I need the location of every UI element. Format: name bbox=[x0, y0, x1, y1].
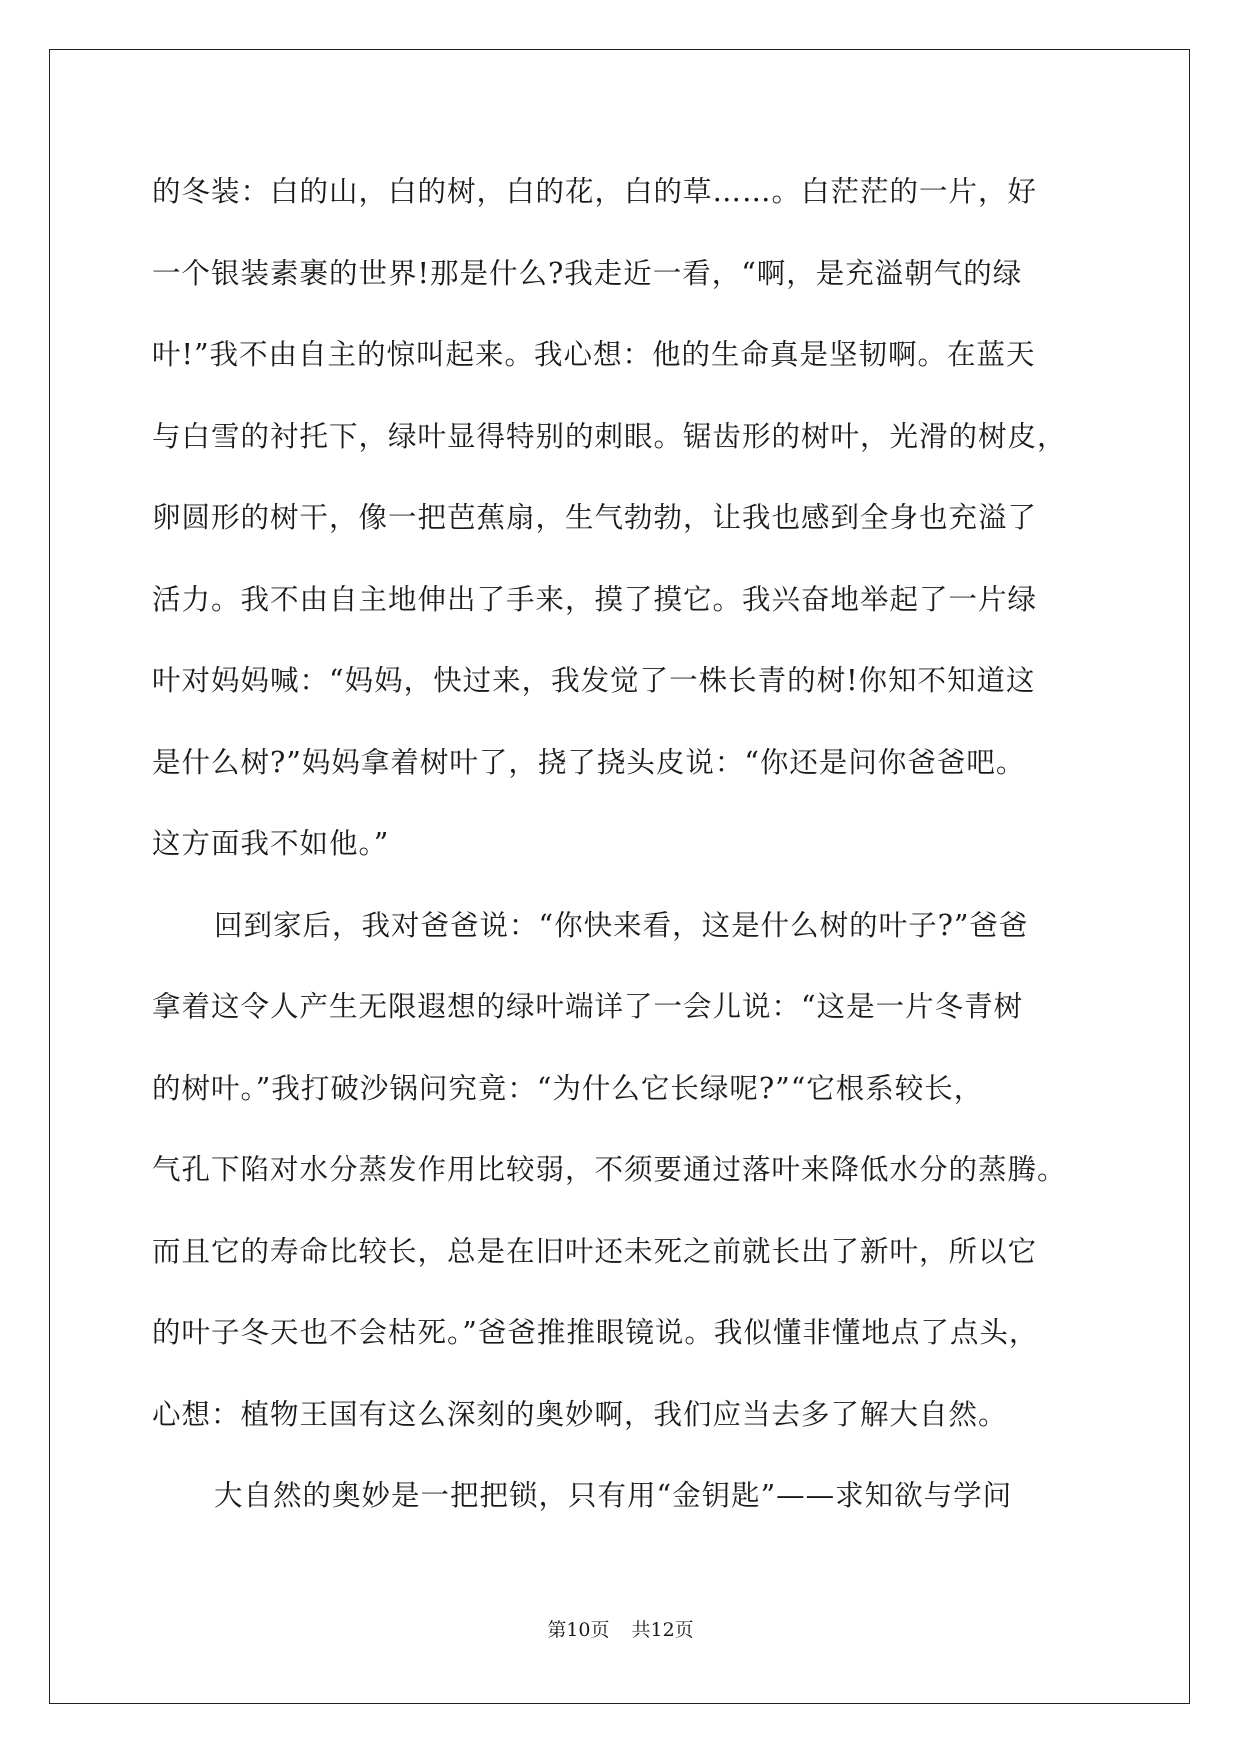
text-line: 而且它的寿命比较长，总是在旧叶还未死之前就长出了新叶，所以它 bbox=[152, 1234, 1038, 1268]
text-line-paragraph-start: 回到家后，我对爸爸说：“你快来看，这是什么树的叶子?”爸爸 bbox=[214, 908, 1029, 942]
text-line: 一个银装素裹的世界!那是什么?我走近一看，“啊，是充溢朝气的绿 bbox=[152, 256, 1023, 290]
text-line: 的树叶。”我打破沙锅问究竟：“为什么它长绿呢?”“它根系较长， bbox=[152, 1071, 984, 1105]
text-line: 拿着这令人产生无限遐想的绿叶端详了一会儿说：“这是一片冬青树 bbox=[152, 990, 1024, 1023]
document-body bbox=[152, 164, 1112, 1550]
text-line-paragraph-start: 大自然的奥妙是一把把锁，只有用“金钥匙”——求知欲与学问 bbox=[214, 1479, 1013, 1512]
page-number: 第10页 bbox=[547, 1619, 610, 1641]
text-line: 的叶子冬天也不会枯死。”爸爸推推眼镜说。我似懂非懂地点了点头， bbox=[152, 1316, 1039, 1349]
text-line: 的冬装：白的山，白的树，白的花，白的草……。白茫茫的一片，好 bbox=[152, 175, 1038, 208]
text-line: 是什么树?”妈妈拿着树叶了，挠了挠头皮说：“你还是问你爸爸吧。 bbox=[152, 745, 1026, 779]
page-total: 共12页 bbox=[631, 1619, 694, 1641]
text-line: 卵圆形的树干，像一把芭蕉扇，生气勃勃，让我也感到全身也充溢了 bbox=[152, 501, 1038, 534]
text-line: 活力。我不由自主地伸出了手来，摸了摸它。我兴奋地举起了一片绿 bbox=[152, 582, 1038, 616]
text-line: 叶!”我不由自主的惊叫起来。我心想：他的生命真是坚韧啊。在蓝天 bbox=[152, 338, 1036, 371]
text-line: 心想：植物王国有这么深刻的奥妙啊，我们应当去多了解大自然。 bbox=[152, 1397, 1008, 1431]
text-line: 这方面我不如他。” bbox=[152, 827, 390, 860]
page-footer bbox=[0, 1615, 1241, 1642]
text-line: 与白雪的衬托下，绿叶显得特别的刺眼。锯齿形的树叶，光滑的树皮， bbox=[152, 419, 1067, 453]
text-line: 气孔下陷对水分蒸发作用比较弱，不须要通过落叶来降低水分的蒸腾。 bbox=[152, 1153, 1067, 1186]
text-line: 叶对妈妈喊：“妈妈，快过来，我发觉了一株长青的树!你知不知道这 bbox=[152, 664, 1036, 697]
